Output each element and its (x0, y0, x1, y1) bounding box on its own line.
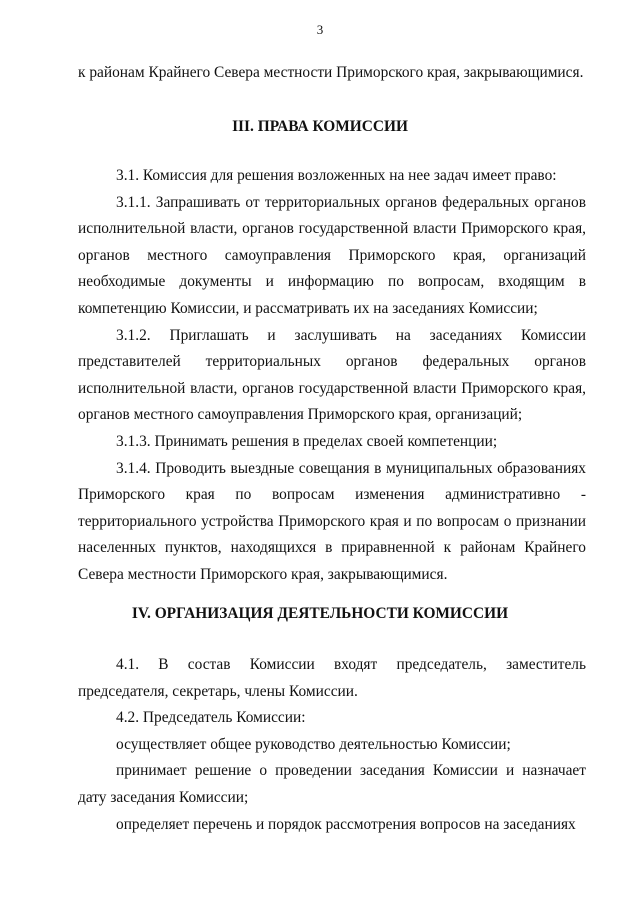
paragraph: осуществляет общее руководство деятельностью Комиссии; (116, 735, 511, 753)
paragraph: определяет перечень и порядок рассмотрения вопросов на заседаниях (116, 815, 576, 833)
paragraph: 3.1. Комиссия для решения возложенных на нее задач имеет право: (116, 167, 557, 184)
paragraph: 4.2. Председатель Комиссии: (116, 709, 306, 727)
paragraph: 3.1.3. Принимать решения в пределах своей компетенции; (116, 432, 498, 450)
lead-paragraph (78, 60, 586, 87)
section-4-heading: IV. ОРГАНИЗАЦИЯ ДЕЯТЕЛЬНОСТИ КОМИССИИ (131, 605, 509, 622)
section-4-body (78, 652, 586, 838)
paragraph: 3.1.1. Запрашивать от территориальных органов федеральных органов исполнительной власти, органов государственной власти Приморского края, органов местного самоуправления Приморского края, организаций необходимые документы и информацию по вопросам, входящим в компетенцию Комиссии, и рассматривать их на заседаниях Комиссии; (78, 193, 586, 317)
page-number: 3 (316, 22, 324, 37)
paragraph: к районам Крайнего Севера местности Приморского края, закрывающимися. (78, 64, 584, 81)
paragraph: 4.1. В состав Комиссии входят председатель, заместитель председателя, секретарь, члены Комиссии. (78, 656, 586, 700)
section-3-body (78, 163, 586, 589)
paragraph: принимает решение о проведении заседания Комиссии и назначает дату заседания Комиссии; (78, 762, 586, 806)
paragraph: 3.1.4. Проводить выездные совещания в муниципальных образованиях Приморского края по вопросам изменения административно - территориального устройства Приморского края и по вопросам о признании населенных пунктов, находящихся в приравненной к районам Крайнего Севера местности Приморского края, закрывающимися. (78, 459, 586, 583)
section-3-heading: III. ПРАВА КОМИССИИ (232, 118, 408, 135)
paragraph: 3.1.2. Приглашать и заслушивать на заседаниях Комиссии представителей территориальных органов федеральных органов исполнительной власти, органов государственной власти Приморского края, органов местного самоуправления Приморского края, организаций; (78, 326, 586, 424)
